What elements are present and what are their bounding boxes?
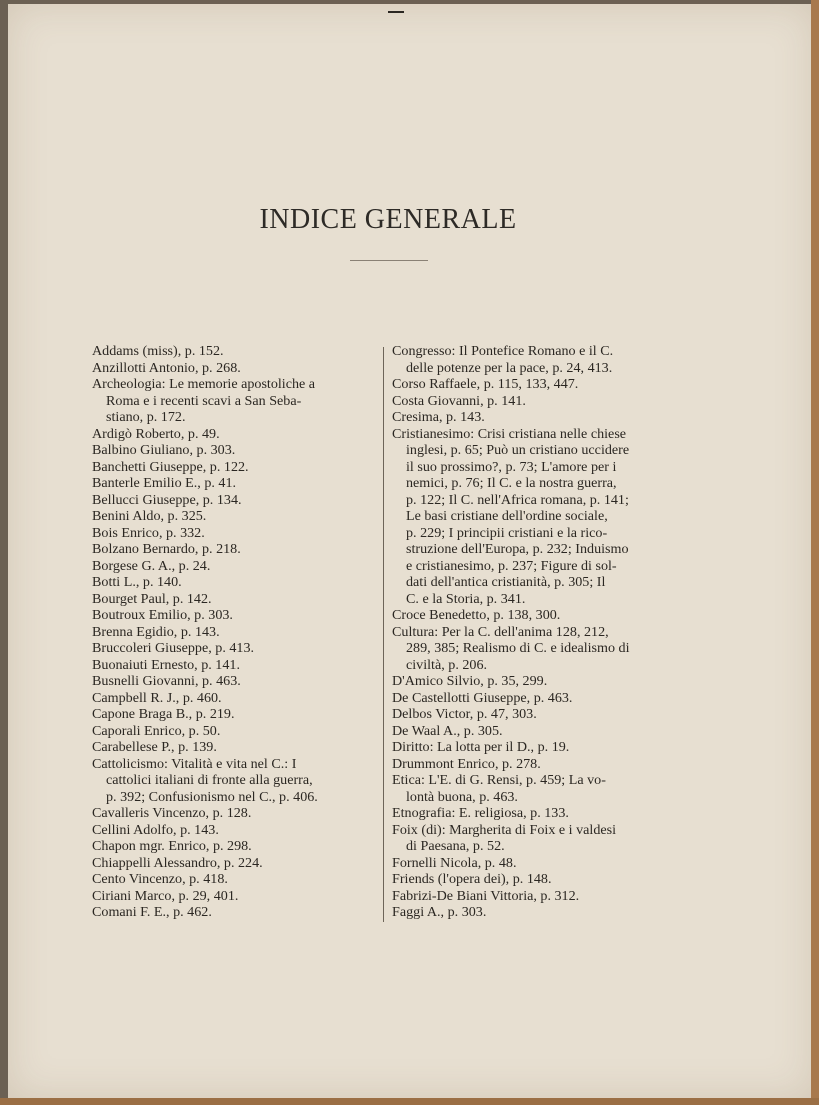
index-entry <box>92 343 382 360</box>
index-entry <box>392 673 685 690</box>
index-entry <box>92 739 382 756</box>
index-entry-text: Cavalleris Vincenzo, p. 128. <box>92 805 252 821</box>
index-entry-text: De Castellotti Giuseppe, p. 463. <box>392 689 573 706</box>
index-entry <box>392 723 685 740</box>
index-entry-text: Ardigò Roberto, p. 49. <box>92 425 220 442</box>
index-entry-text: Balbino Giuliano, p. 303. <box>92 442 236 458</box>
index-entry <box>392 739 685 756</box>
index-entry-continuation: stiano, p. 172. <box>106 409 186 425</box>
index-entry-continuation: il suo prossimo?, p. 73; L'amore per i <box>406 458 617 475</box>
index-entry-continuation: C. e la Storia, p. 341. <box>406 590 526 607</box>
index-entry <box>92 640 382 657</box>
index-entry-text: Faggi A., p. 303. <box>392 904 487 920</box>
index-entry-text: Bolzano Bernardo, p. 218. <box>92 541 241 557</box>
index-entry <box>92 541 382 558</box>
index-entry <box>392 343 685 376</box>
index-entry-continuation: p. 122; Il C. nell'Africa romana, p. 141; <box>406 491 629 508</box>
index-entry <box>92 442 382 459</box>
index-entry-text: Addams (miss), p. 152. <box>92 343 224 359</box>
index-entry <box>92 690 382 707</box>
index-entry-text: Cellini Adolfo, p. 143. <box>92 821 219 838</box>
index-entry <box>92 723 382 740</box>
index-entry-text: Carabellese P., p. 139. <box>92 739 217 755</box>
index-entry <box>92 492 382 509</box>
index-entry-text: Anzillotti Antonio, p. 268. <box>92 359 241 376</box>
index-entry-continuation: cattolici italiani di fronte alla guerra, <box>106 772 313 788</box>
index-entry-text: Fabrizi-De Biani Vittoria, p. 312. <box>392 887 580 904</box>
index-column-right <box>392 343 685 921</box>
index-entry-text: Brenna Egidio, p. 143. <box>92 623 220 640</box>
title-rule <box>350 260 428 261</box>
index-entry-text: Etnografia: E. religiosa, p. 133. <box>392 805 569 821</box>
page-edge-bottom <box>0 1098 819 1105</box>
index-entry <box>92 624 382 641</box>
index-entry <box>392 805 685 822</box>
page-title: INDICE GENERALE <box>259 204 517 235</box>
index-entry-text: Bourget Paul, p. 142. <box>92 590 212 607</box>
index-entry-continuation: delle potenze per la pace, p. 24, 413. <box>406 359 613 376</box>
index-entry-text: Cento Vincenzo, p. 418. <box>92 871 228 887</box>
index-entry-continuation: e cristianesimo, p. 237; Figure di sol- <box>406 557 617 574</box>
index-entry-text: Costa Giovanni, p. 141. <box>392 392 526 409</box>
index-entry <box>392 607 685 624</box>
index-entry-continuation: lontà buona, p. 463. <box>406 788 518 805</box>
index-entry <box>92 607 382 624</box>
index-entry-continuation: Le basi cristiane dell'ordine sociale, <box>406 508 608 524</box>
index-entry <box>392 888 685 905</box>
index-entry-text: Borgese G. A., p. 24. <box>92 557 211 574</box>
index-entry-text: Botti L., p. 140. <box>92 574 182 590</box>
index-entry <box>92 855 382 872</box>
index-entry-text: Benini Aldo, p. 325. <box>92 508 207 524</box>
index-entry-text: Croce Benedetto, p. 138, 300. <box>392 607 561 623</box>
index-entry <box>92 525 382 542</box>
index-column-left <box>92 343 382 921</box>
index-entry-continuation: Roma e i recenti scavi a San Seba- <box>106 392 302 409</box>
index-entry <box>92 888 382 905</box>
index-entry-text: Corso Raffaele, p. 115, 133, 447. <box>392 376 579 392</box>
index-entry <box>92 591 382 608</box>
index-entry <box>92 475 382 492</box>
page-top-mark <box>388 11 404 13</box>
index-entry <box>392 690 685 707</box>
index-entry-continuation: p. 229; I principii cristiani e la rico- <box>406 524 608 541</box>
index-entry <box>92 805 382 822</box>
index-entry-text: Congresso: Il Pontefice Romano e il C. <box>392 343 614 359</box>
index-entry-text: Friends (l'opera dei), p. 148. <box>392 871 552 887</box>
index-entry <box>392 822 685 855</box>
index-entry <box>92 706 382 723</box>
index-entry <box>392 855 685 872</box>
index-entry <box>392 871 685 888</box>
index-entry-text: Bois Enrico, p. 332. <box>92 524 205 541</box>
index-entry-text: Comani F. E., p. 462. <box>92 904 212 920</box>
index-entry-text: Drummont Enrico, p. 278. <box>392 755 541 772</box>
index-entry-continuation: p. 392; Confusionismo nel C., p. 406. <box>106 788 318 805</box>
book-page <box>8 4 814 1098</box>
index-entry-text: Ciriani Marco, p. 29, 401. <box>92 887 239 904</box>
index-entry <box>92 426 382 443</box>
page-edge-right <box>811 0 819 1105</box>
index-entry-text: Chiappelli Alessandro, p. 224. <box>92 854 263 871</box>
index-entry-text: Etica: L'E. di G. Rensi, p. 459; La vo- <box>392 772 606 788</box>
index-entry <box>92 756 382 806</box>
index-entry-text: Cresima, p. 143. <box>392 409 485 425</box>
index-entry-text: Banchetti Giuseppe, p. 122. <box>92 458 249 475</box>
index-entry <box>392 904 685 921</box>
index-entry-text: Cattolicismo: Vitalità e vita nel C.: I <box>92 755 297 772</box>
index-entry-text: Cristianesimo: Crisi cristiana nelle chiese <box>392 425 627 442</box>
index-entry <box>92 904 382 921</box>
index-entry-continuation: di Paesana, p. 52. <box>406 838 505 854</box>
index-entry <box>92 376 382 426</box>
index-entry-continuation: struzione dell'Europa, p. 232; Induismo <box>406 541 629 557</box>
index-entry <box>92 673 382 690</box>
index-entry <box>392 376 685 393</box>
index-entry-continuation: dati dell'antica cristianità, p. 305; Il <box>406 574 606 590</box>
index-entry-text: Buonaiuti Ernesto, p. 141. <box>92 656 240 673</box>
index-entry <box>392 426 685 608</box>
index-entry-text: Archeologia: Le memorie apostoliche a <box>92 376 316 392</box>
index-entry-text: Bellucci Giuseppe, p. 134. <box>92 491 242 508</box>
index-entry <box>392 756 685 773</box>
index-entry-continuation: nemici, p. 76; Il C. e la nostra guerra, <box>406 475 617 491</box>
index-entry <box>392 772 685 805</box>
index-entry-text: Boutroux Emilio, p. 303. <box>92 607 233 623</box>
index-entry <box>92 508 382 525</box>
index-entry-continuation: civiltà, p. 206. <box>406 656 488 673</box>
index-entry-text: Banterle Emilio E., p. 41. <box>92 475 237 491</box>
index-entry <box>92 558 382 575</box>
index-entry-text: Foix (di): Margherita di Foix e i valdesi <box>392 821 617 838</box>
index-entry-text: Campbell R. J., p. 460. <box>92 689 222 706</box>
index-entry-text: De Waal A., p. 305. <box>392 722 503 739</box>
index-entry-continuation: 289, 385; Realismo di C. e idealismo di <box>406 640 630 656</box>
index-entry-text: Bruccoleri Giuseppe, p. 413. <box>92 640 255 656</box>
index-entry-text: Fornelli Nicola, p. 48. <box>392 854 517 871</box>
index-entry <box>92 360 382 377</box>
index-entry-text: Diritto: La lotta per il D., p. 19. <box>392 739 570 755</box>
index-entry-continuation: inglesi, p. 65; Può un cristiano uccidere <box>406 442 630 458</box>
index-entry <box>392 706 685 723</box>
index-entry <box>92 822 382 839</box>
index-entry <box>92 657 382 674</box>
index-entry <box>92 871 382 888</box>
index-entry <box>392 624 685 674</box>
index-entry-text: D'Amico Silvio, p. 35, 299. <box>392 673 548 689</box>
index-entry-text: Caporali Enrico, p. 50. <box>92 722 221 739</box>
index-entry-text: Busnelli Giovanni, p. 463. <box>92 673 241 689</box>
index-entry-text: Cultura: Per la C. dell'anima 128, 212, <box>392 623 609 640</box>
index-entry-text: Capone Braga B., p. 219. <box>92 706 235 722</box>
index-entry <box>92 838 382 855</box>
column-divider <box>383 347 384 922</box>
index-entry-text: Delbos Victor, p. 47, 303. <box>392 706 537 722</box>
index-entry <box>92 459 382 476</box>
index-entry <box>392 409 685 426</box>
index-entry-text: Chapon mgr. Enrico, p. 298. <box>92 838 252 854</box>
index-entry <box>392 393 685 410</box>
index-entry <box>92 574 382 591</box>
